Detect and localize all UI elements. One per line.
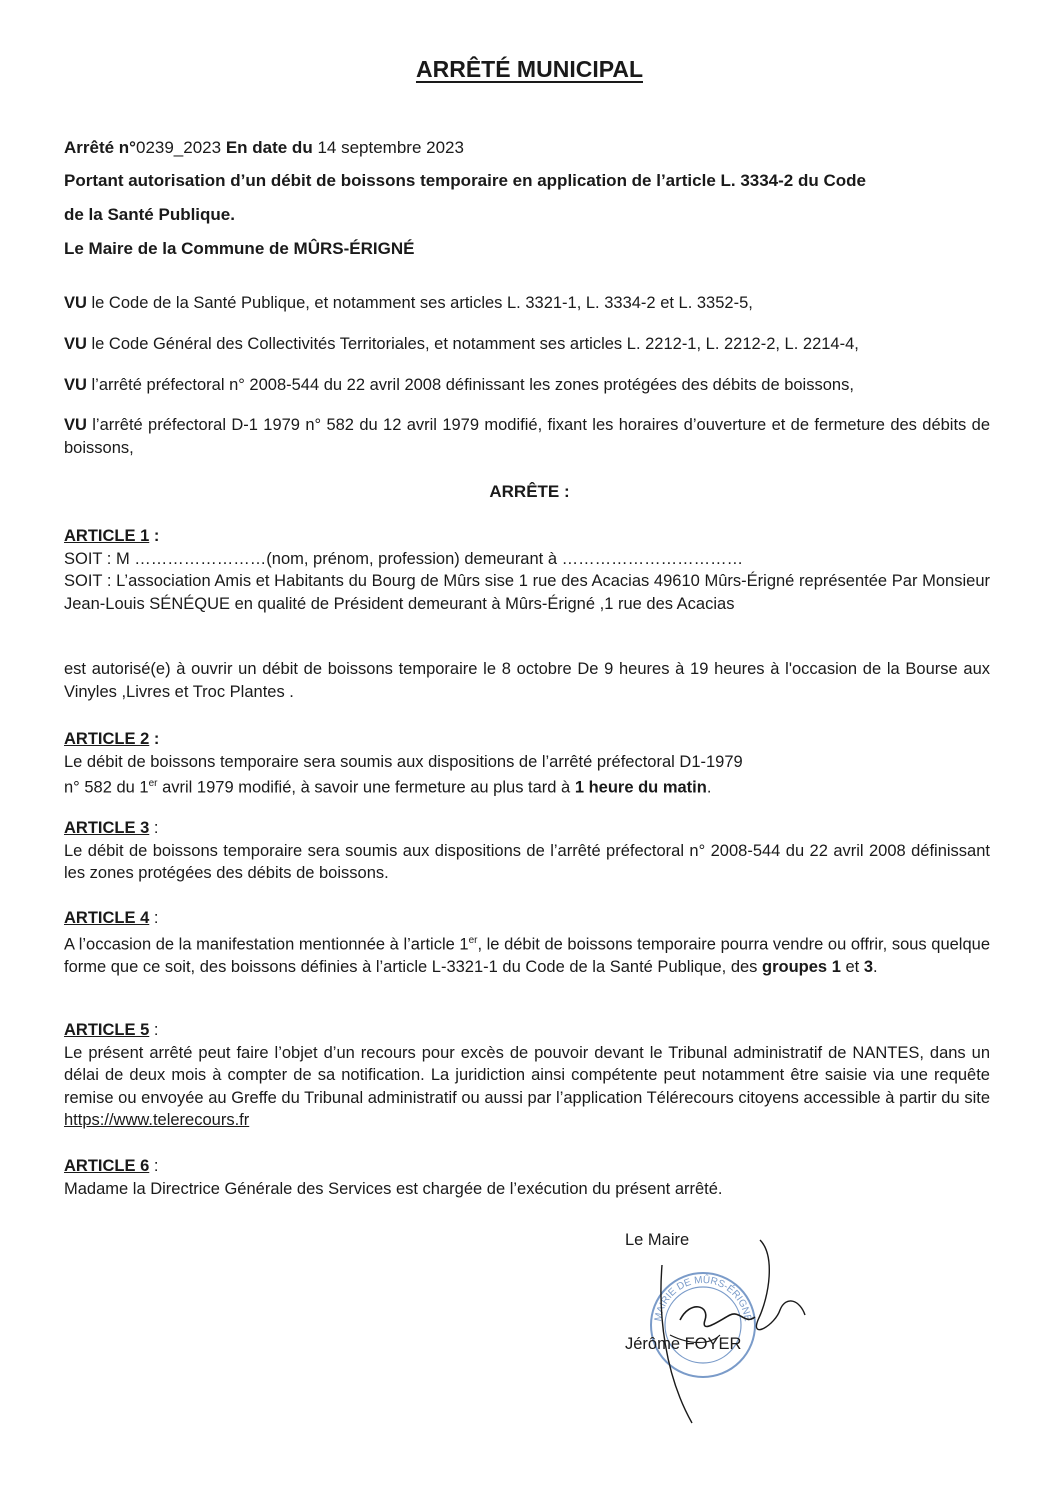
date-label: En date du — [225, 138, 313, 157]
vu-item: VU l’arrêté préfectoral D-1 1979 n° 582 du 12 avril 1979 modifié, fixant les horaires d’ouverture et de fermeture des débits de boissons, — [64, 416, 990, 457]
arrete-heading: ARRÊTE : — [489, 482, 570, 501]
article-heading: ARTICLE 1 — [64, 527, 150, 545]
signature-role: Le Maire — [625, 1231, 690, 1249]
arrete-reference-line — [64, 137, 994, 159]
telerecours-link[interactable]: https://www.telerecours.fr — [64, 1111, 250, 1129]
mayor-line: Le Maire de la Commune de MÛRS-ÉRIGNÉ — [64, 239, 415, 258]
article-5: ARTICLE 5 : Le présent arrêté peut faire l’objet d’un recours pour excès de pouvoir devant le Tribunal administratif de NANTES, dans un délai de deux mois à compter de sa notification. La juridiction ainsi compétente peut notamment être saisie via une requête remise ou envoyée au Greffe du Tribunal administratif ou aussi par l’application Télérecours citoyens accessible à partir du site https://www.telerecours.fr — [64, 1021, 990, 1129]
vu-item: VU le Code de la Santé Publique, et notamment ses articles L. 3321-1, L. 3334-2 et L. 3352-5, — [64, 294, 753, 312]
stamp-outer-ring — [651, 1273, 755, 1377]
subject-line-2: de la Santé Publique. — [64, 205, 235, 224]
arrete-number-label: Arrêté n° — [64, 138, 136, 157]
article-2: ARTICLE 2 : Le débit de boissons temporaire sera soumis aux dispositions de l’arrêté préfectoral D1-1979 n° 582 du 1er avril 1979 modifié, à savoir une fermeture au plus tard à 1 heure du matin. — [64, 730, 743, 797]
signature-block — [600, 1225, 860, 1425]
article-3: ARTICLE 3 : Le débit de boissons temporaire sera soumis aux dispositions de l’arrêté préfectoral n° 2008-544 du 22 avril 2008 définissant les zones protégées des débits de boissons. — [64, 819, 990, 882]
signature-stroke — [756, 1240, 805, 1330]
date-value: 14 septembre 2023 — [317, 138, 464, 157]
subject-line-1: Portant autorisation d’un débit de boissons temporaire en application de l’article L. 3334-2 du Code — [64, 171, 866, 190]
vu-item: VU l’arrêté préfectoral n° 2008-544 du 22 avril 2008 définissant les zones protégées des débits de boissons, — [64, 376, 854, 394]
article-heading: ARTICLE 6 — [64, 1157, 150, 1175]
document-title: ARRÊTÉ MUNICIPAL — [415, 56, 643, 82]
article-1-authorization: est autorisé(e) à ouvrir un débit de boissons temporaire le 8 octobre De 9 heures à 19 heures à l'occasion de la Bourse aux Vinyles ,Livres et Troc Plantes . — [64, 660, 990, 701]
stamp-text: MAIRIE DE MÛRS-ÉRIGNÉ — [653, 1274, 753, 1323]
article-6: ARTICLE 6 : Madame la Directrice Générale des Services est chargée de l’exécution du présent arrêté. — [64, 1157, 723, 1198]
vu-item: VU le Code Général des Collectivités Territoriales, et notamment ses articles L. 2212-1, L. 2212-2, L. 2214-4, — [64, 335, 859, 353]
article-heading: ARTICLE 5 — [64, 1021, 150, 1039]
article-1: ARTICLE 1 : SOIT : M ……………………(nom, prénom, profession) demeurant à …………………………… SOIT : L’association Amis et Habitants du Bourg de Mûrs sise 1 rue des Acacias 49610 Mûrs-Érigné représentée Par Monsieur Jean-Louis SÉNÉQUE en qualité de Président demeurant à Mûrs-Érigné ,1 rue des Acacias — [64, 527, 990, 613]
article-heading: ARTICLE 2 — [64, 730, 150, 748]
article-heading: ARTICLE 4 — [64, 909, 150, 927]
arrete-number: 0239_2023 — [135, 138, 222, 157]
article-4: ARTICLE 4 : A l’occasion de la manifestation mentionnée à l’article 1er, le débit de boissons temporaire pourra vendre ou offrir, sous quelque forme que ce soit, des boissons définies à l’article L-3321-1 du Code de la Santé Publique, des groupes 1 et 3. — [64, 909, 990, 976]
signature-name: Jérôme FOYER — [625, 1335, 742, 1353]
article-heading: ARTICLE 3 — [64, 819, 150, 837]
mayor-stamp-and-signature — [600, 1225, 860, 1425]
